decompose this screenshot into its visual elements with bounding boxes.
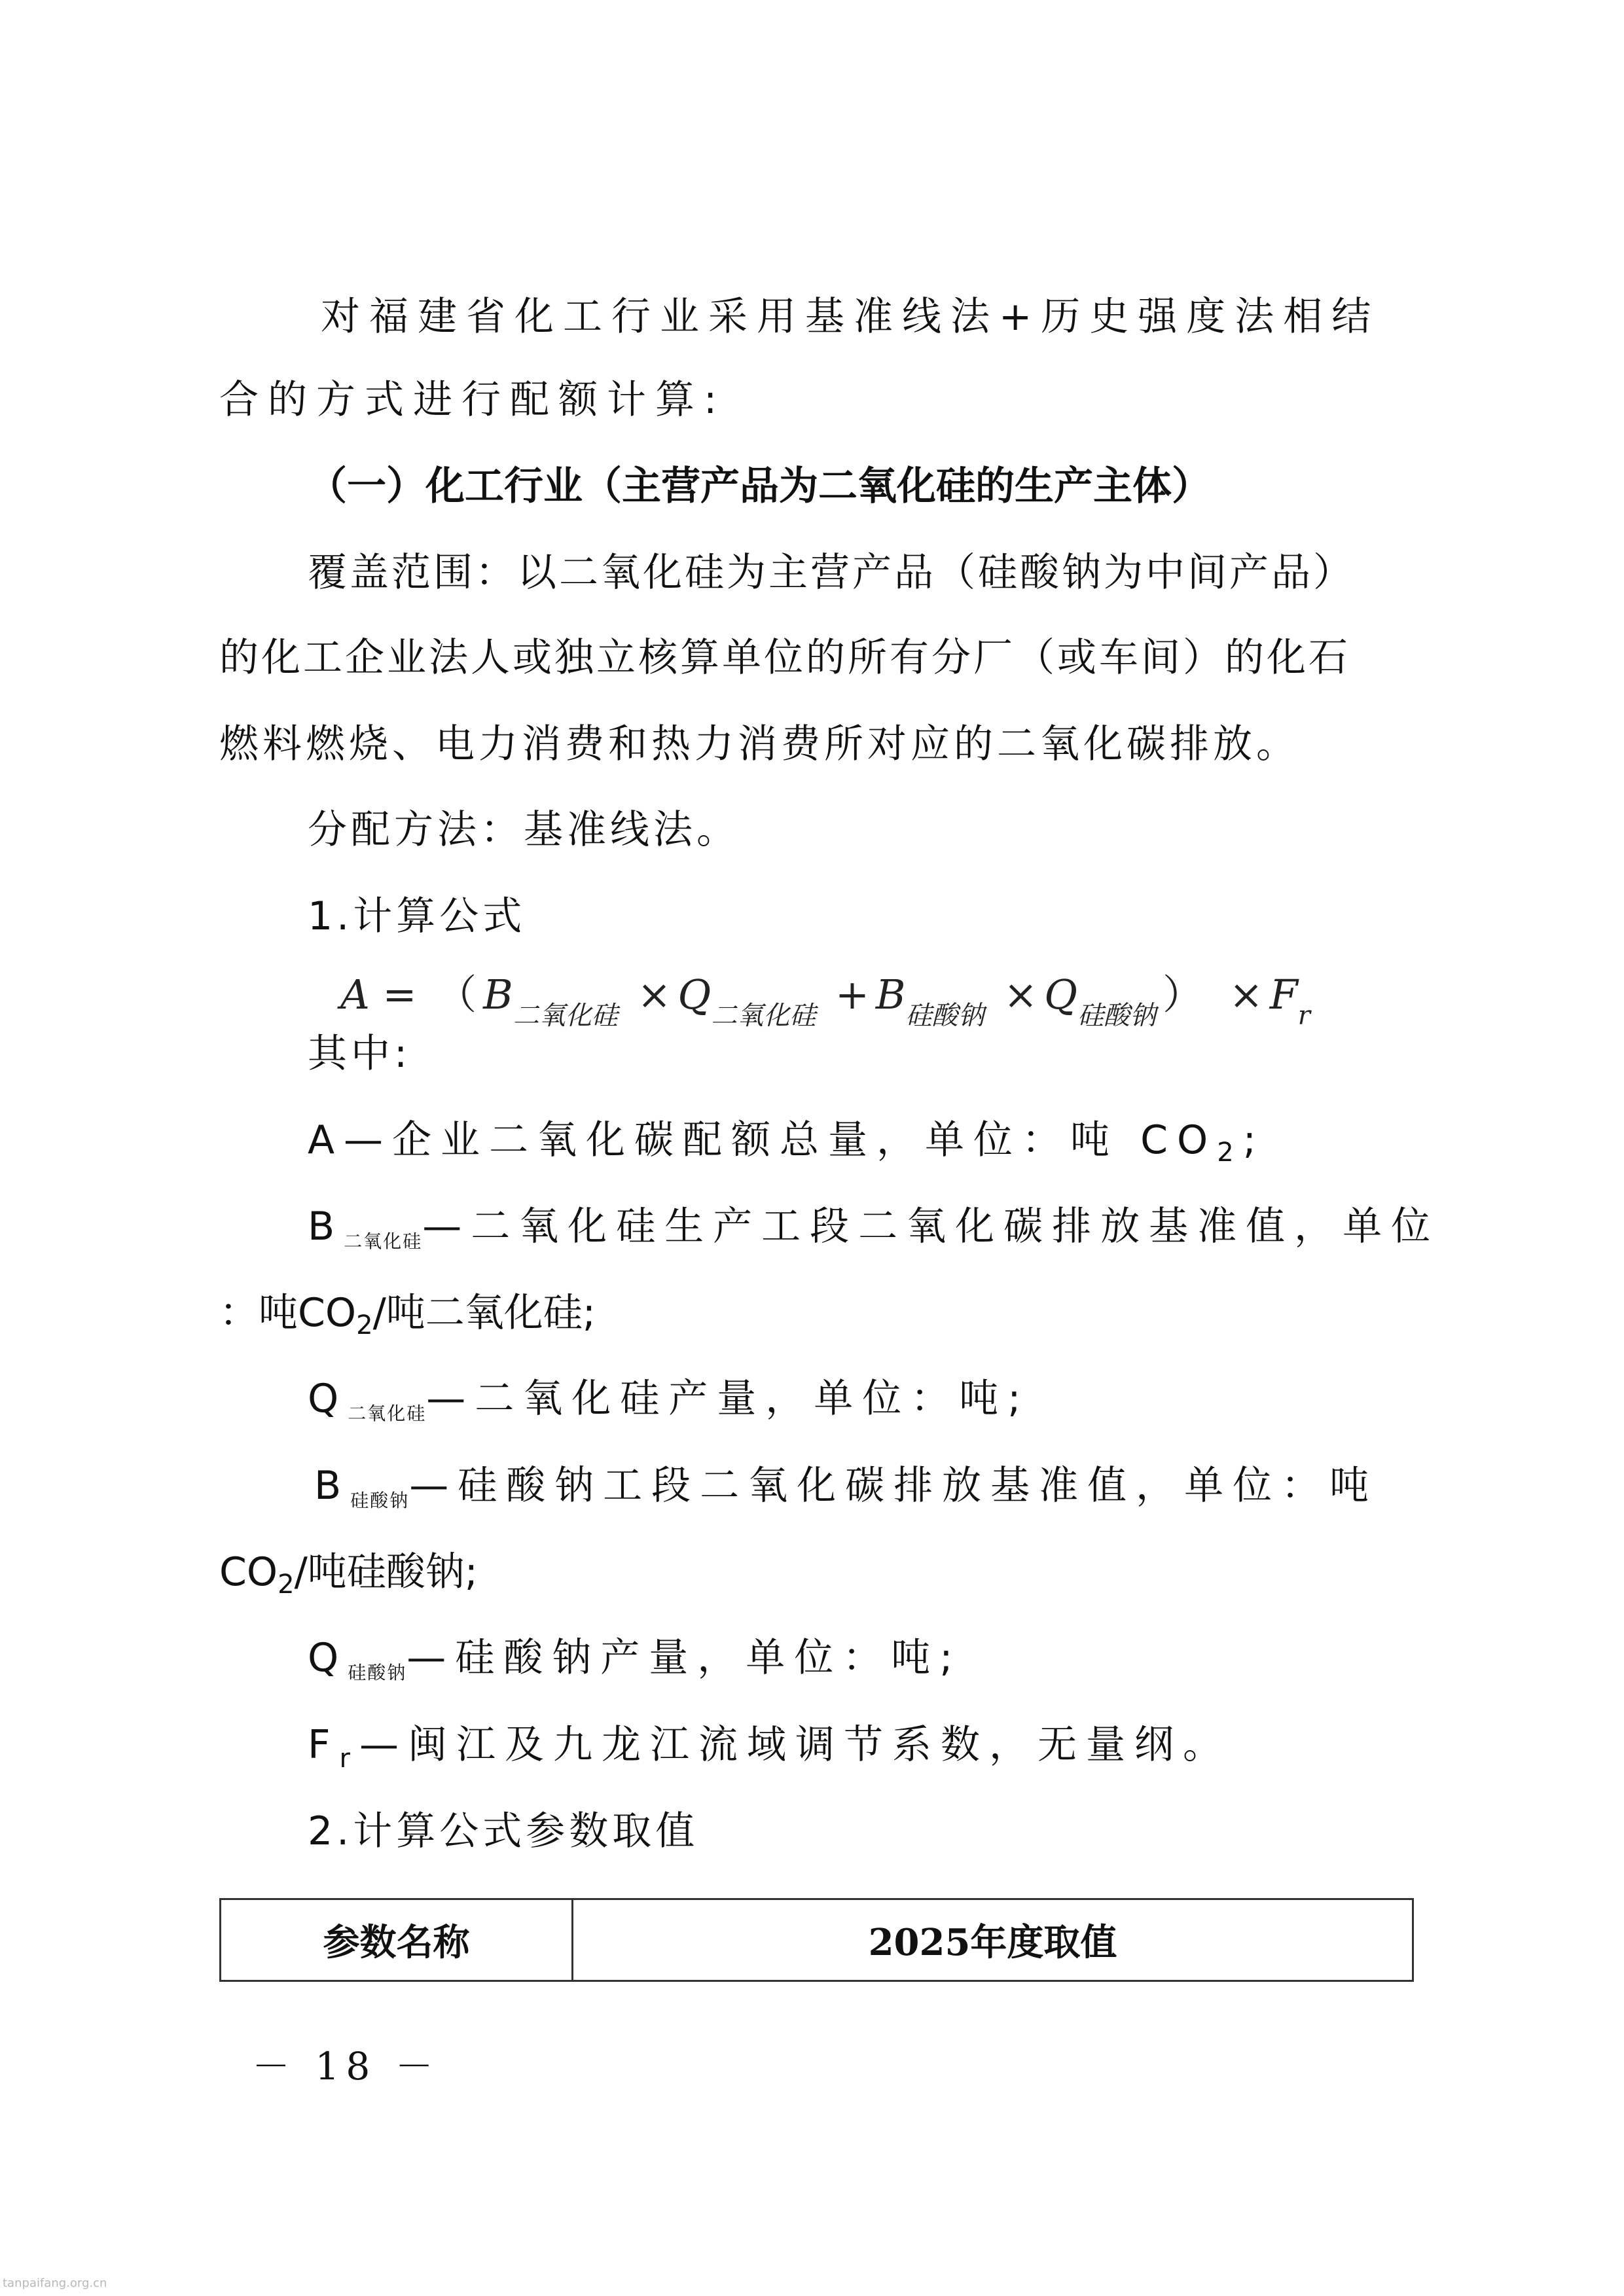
definition-b-sio2-symbol: B	[308, 1204, 344, 1249]
intro-line-2: 合的方式进行配额计算:	[219, 377, 727, 423]
definition-a-co2-sub: 2	[1217, 1138, 1243, 1168]
allocation-method: 分配方法：基准线法。	[308, 807, 740, 853]
definition-a	[308, 1114, 1265, 1179]
page-number: － 18 －	[252, 2044, 440, 2089]
section-heading: （一）化工行业（主营产品为二氧化硅的生产主体）	[308, 463, 1211, 509]
definition-b-sio2-cont	[219, 1287, 596, 1352]
watermark: tanpaifang.org.cn	[3, 2276, 107, 2290]
coverage-line-1: 覆盖范围：以二氧化硅为主营产品（硅酸钠为中间产品）	[308, 550, 1355, 596]
definition-b-na-symbol: B	[314, 1463, 351, 1509]
definition-a-tail: ;	[1242, 1117, 1265, 1163]
formula-b-na-sub: 硅酸钠	[905, 1001, 984, 1031]
definition-q-sio2-symbol: Q	[308, 1376, 348, 1422]
definition-fr-sub: r	[339, 1744, 359, 1774]
formula-f: F	[1269, 971, 1298, 1018]
definition-b-na-tail: /吨硅酸钠;	[294, 1549, 478, 1595]
params-heading: 2.计算公式参数取值	[308, 1808, 699, 1854]
definition-q-sio2-sub: 二氧化硅	[348, 1403, 427, 1424]
coverage-line-3: 燃料燃烧、电力消费和热力消费所对应的二氧化碳排放。	[219, 721, 1299, 767]
formula-q-sio2-sub: 二氧化硅	[711, 1001, 816, 1031]
definition-fr-text: —闽江及九龙江流域调节系数，无量纲。	[359, 1722, 1231, 1768]
definition-b-na-cont-text: CO	[219, 1549, 278, 1595]
formula-f-sub: r	[1297, 1001, 1310, 1031]
coverage-line-2: 的化工企业法人或独立核算单位的所有分厂（或车间）的化石	[219, 635, 1350, 681]
formula-b-sio2: B	[483, 971, 513, 1018]
formula-times-3: ×	[1229, 971, 1263, 1018]
formula-b-na: B	[875, 971, 906, 1018]
params-table-header-row	[221, 1899, 1413, 1981]
formula-q-na: Q	[1044, 971, 1077, 1018]
definition-a-text: —企业二氧化碳配额总量，单位：吨 CO	[344, 1117, 1218, 1163]
formula-heading: 1.计算公式	[308, 893, 526, 939]
definition-q-na-text: —硅酸钠产量，单位：吨;	[406, 1635, 962, 1681]
definition-b-na-cont	[219, 1546, 478, 1611]
definition-q-na	[308, 1632, 962, 1699]
formula-open-paren: （	[436, 971, 477, 1018]
formula-times-1: ×	[637, 971, 672, 1018]
where-label: 其中:	[308, 1031, 412, 1077]
definition-b-sio2-cont-text: ：吨CO	[219, 1290, 357, 1336]
formula-b-sio2-sub: 二氧化硅	[513, 1001, 618, 1031]
formula-plus: +	[835, 971, 869, 1018]
params-header-value: 2025年度取值	[573, 1899, 1413, 1981]
formula-lhs: A =	[340, 971, 417, 1018]
formula-close-paren: ）	[1163, 971, 1204, 1018]
definition-b-sio2-sub: 二氧化硅	[344, 1230, 423, 1252]
params-header-name: 参数名称	[221, 1899, 573, 1981]
definition-b-sio2-co2-sub: 2	[356, 1310, 373, 1340]
definition-b-sio2	[308, 1200, 1439, 1268]
definition-b-na	[314, 1460, 1378, 1527]
definition-fr-symbol: F	[308, 1722, 340, 1768]
definition-b-na-co2-sub: 2	[278, 1570, 295, 1600]
definition-q-sio2-text: —二氧化硅产量，单位：吨;	[426, 1376, 1030, 1422]
definition-b-na-text: —硅酸钠工段二氧化碳排放基准值，单位：吨	[409, 1463, 1379, 1509]
definition-q-na-sub: 硅酸钠	[348, 1662, 407, 1683]
formula-times-2: ×	[1003, 971, 1038, 1018]
params-table	[219, 1898, 1414, 1982]
definition-q-sio2	[308, 1372, 1030, 1440]
formula-q-na-sub: 硅酸钠	[1077, 1001, 1156, 1031]
definition-q-na-symbol: Q	[308, 1635, 348, 1681]
definition-fr	[308, 1719, 1231, 1785]
definition-b-na-sub: 硅酸钠	[350, 1490, 410, 1511]
definition-a-symbol: A	[308, 1117, 344, 1163]
intro-line-1: 对福建省化工行业采用基准线法+历史强度法相结	[321, 294, 1380, 340]
allocation-formula	[340, 962, 1310, 1034]
formula-q-sio2: Q	[677, 971, 712, 1018]
definition-b-sio2-tail: /吨二氧化硅;	[372, 1290, 596, 1336]
definition-b-sio2-text: —二氧化硅生产工段二氧化碳排放基准值，单位	[422, 1204, 1440, 1249]
